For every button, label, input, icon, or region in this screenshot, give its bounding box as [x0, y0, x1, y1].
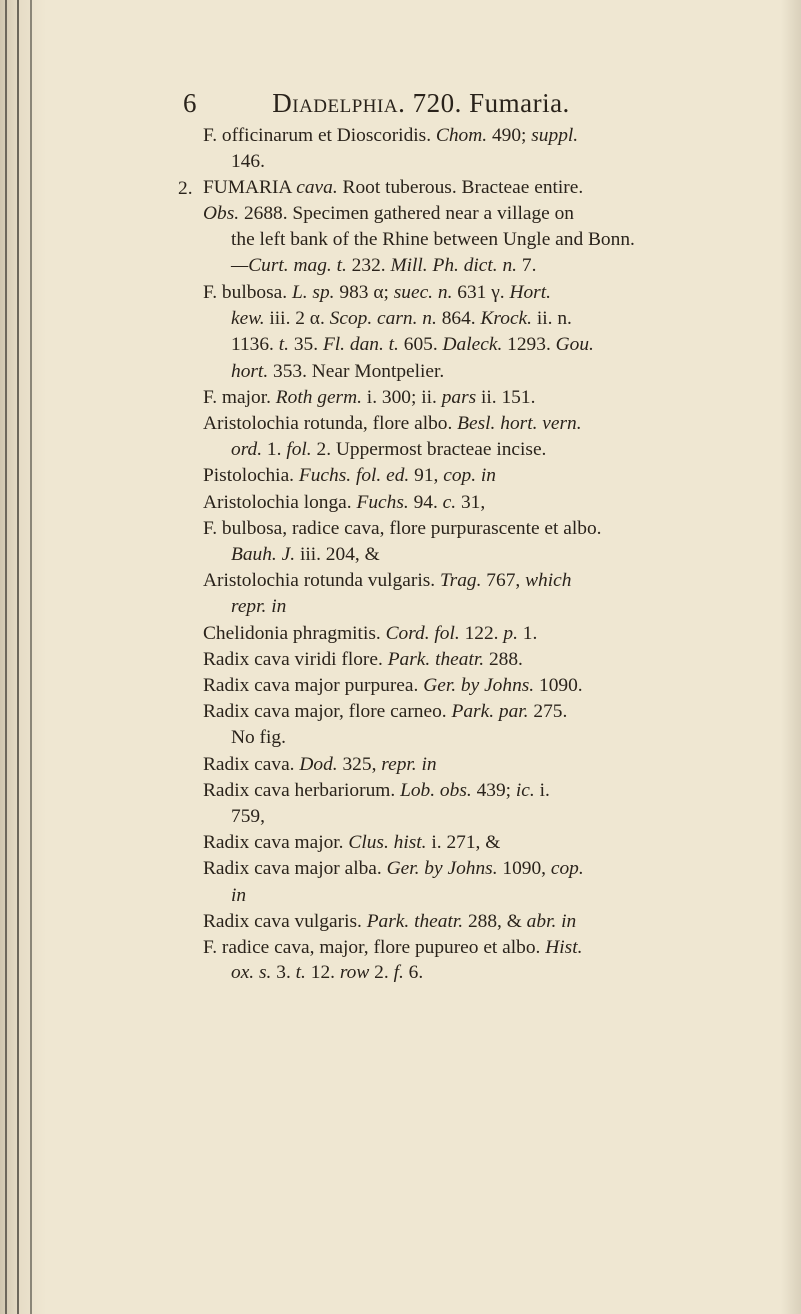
text-run: 288, &: [463, 911, 527, 932]
italic-citation: hort.: [231, 361, 269, 382]
italic-citation: Lob. obs.: [400, 780, 472, 801]
text-run: Radix cava major purpurea.: [203, 675, 424, 696]
italic-citation: suec. n.: [393, 282, 453, 303]
italic-citation: t.: [295, 962, 306, 983]
text-run: i.: [534, 780, 550, 801]
text-line: [203, 702, 567, 721]
text-run: 864.: [436, 308, 481, 329]
text-run: 353. Near Montpelier.: [268, 361, 445, 382]
text-run: Radix cava herbariorum.: [203, 780, 401, 801]
italic-citation: Bauh. J.: [231, 544, 296, 565]
italic-citation: Park. par.: [451, 701, 529, 722]
text-run: 767,: [481, 570, 526, 591]
text-line: [203, 126, 578, 145]
entry-number: 2.: [178, 178, 193, 199]
text-run: Radix cava major alba.: [203, 858, 387, 879]
page-number: 6: [183, 88, 197, 118]
italic-citation: Roth germ.: [275, 387, 362, 408]
text-line: [231, 963, 423, 982]
text-line: [203, 414, 582, 433]
italic-citation: cava.: [296, 177, 338, 198]
text-run: F. bulbosa.: [203, 282, 292, 303]
italic-citation: Hist.: [545, 937, 583, 958]
text-run: 232.: [346, 255, 391, 276]
italic-citation: Gou.: [555, 334, 594, 355]
italic-citation: kew.: [231, 308, 265, 329]
binding-line: [30, 0, 32, 1314]
italic-citation: f.: [393, 962, 404, 983]
text-line: [231, 309, 572, 328]
italic-citation: abr. in: [526, 911, 577, 932]
text-line: [231, 597, 286, 616]
italic-citation: Ger. by Johns.: [423, 675, 535, 696]
text-run: 325,: [337, 754, 382, 775]
italic-citation: Clus. hist.: [348, 832, 427, 853]
italic-citation: Dod.: [299, 754, 338, 775]
italic-citation: Fl. dan. t.: [322, 334, 399, 355]
italic-citation: in: [231, 885, 247, 906]
italic-citation: cop. in: [443, 465, 496, 486]
text-run: 1136.: [231, 334, 279, 355]
text-run: ii. 151.: [476, 387, 536, 408]
text-run: 31,: [456, 492, 486, 513]
text-run: 2. Uppermost bracteae incise.: [311, 439, 547, 460]
italic-citation: Fuchs. fol. ed.: [298, 465, 410, 486]
italic-citation: Hort.: [509, 282, 551, 303]
text-run: FUMARIA: [203, 177, 297, 198]
text-line: [203, 624, 537, 643]
text-run: F. bulbosa, radice cava, flore purpurascente et albo.: [203, 518, 602, 539]
italic-citation: c.: [442, 492, 457, 513]
italic-citation: cop.: [550, 858, 584, 879]
text-run: 439;: [471, 780, 516, 801]
italic-citation: Scop. carn. n.: [329, 308, 437, 329]
text-run: Radix cava vulgaris.: [203, 911, 367, 932]
text-run: 490;: [487, 125, 532, 146]
text-run: Chelidonia phragmitis.: [203, 623, 386, 644]
text-run: Radix cava viridi flore.: [203, 649, 388, 670]
text-run: Aristolochia longa.: [203, 492, 357, 513]
text-run: Radix cava major.: [203, 832, 349, 853]
running-header: [183, 88, 570, 119]
text-line: [203, 283, 551, 302]
text-line: [231, 440, 546, 459]
text-run: 7.: [517, 255, 537, 276]
text-run: F. radice cava, major, flore pupureo et albo.: [203, 937, 546, 958]
text-line: [203, 493, 485, 512]
text-run: Radix cava major, flore carneo.: [203, 701, 452, 722]
italic-citation: repr. in: [231, 596, 287, 617]
text-line: [203, 833, 500, 852]
italic-citation: Cord. fol.: [385, 623, 460, 644]
text-run: the left bank of the Rhine between Ungle and Bonn.: [231, 229, 635, 250]
italic-citation: Chom.: [435, 125, 488, 146]
text-line: [231, 362, 444, 381]
italic-citation: which: [525, 570, 572, 591]
text-run: 3.: [271, 962, 296, 983]
text-run: iii. 2 α.: [264, 308, 330, 329]
text-run: 1.: [262, 439, 287, 460]
italic-citation: Mill. Ph. dict. n.: [390, 255, 518, 276]
text-run: 1090,: [497, 858, 551, 879]
text-line: [203, 466, 496, 485]
binding-line: [5, 0, 7, 1314]
italic-citation: Park. theatr.: [387, 649, 485, 670]
italic-citation: Ger. by Johns.: [386, 858, 498, 879]
italic-citation: p.: [503, 623, 518, 644]
text-run: 759,: [231, 806, 265, 827]
italic-citation: Besl. hort. vern.: [457, 413, 582, 434]
text-run: ii. n.: [532, 308, 572, 329]
text-run: No fig.: [231, 727, 286, 748]
text-line: [231, 230, 635, 249]
text-line: [231, 152, 265, 171]
italic-citation: suppl.: [531, 125, 579, 146]
text-run: 35.: [289, 334, 323, 355]
text-line: [231, 545, 380, 564]
italic-citation: Trag.: [439, 570, 482, 591]
text-line: [203, 781, 550, 800]
text-run: 12.: [305, 962, 340, 983]
italic-citation: row: [339, 962, 370, 983]
text-line: [203, 519, 601, 538]
text-run: i. 271, &: [426, 832, 501, 853]
text-run: 983 α;: [334, 282, 394, 303]
italic-citation: t.: [278, 334, 290, 355]
text-line: [203, 912, 576, 931]
text-run: Aristolochia rotunda, flore albo.: [203, 413, 458, 434]
text-run: Aristolochia rotunda vulgaris.: [203, 570, 440, 591]
text-line: [203, 859, 584, 878]
page-edge: [781, 0, 801, 1314]
binding-line: [17, 0, 19, 1314]
text-run: 6.: [403, 962, 424, 983]
text-run: 1293.: [502, 334, 556, 355]
italic-citation: Daleck.: [442, 334, 503, 355]
text-run: Pistolochia.: [203, 465, 299, 486]
text-run: Root tuberous. Bracteae entire.: [337, 177, 584, 198]
italic-citation: fol.: [286, 439, 312, 460]
class-name: Diadelphia.: [272, 88, 406, 118]
text-line: [231, 335, 594, 354]
text-run: 2.: [369, 962, 394, 983]
text-line: [203, 204, 574, 223]
text-run: i. 300; ii.: [361, 387, 442, 408]
text-run: F. officinarum et Dioscoridis.: [203, 125, 436, 146]
text-line: [203, 755, 437, 774]
text-run: 2688. Specimen gathered near a village on: [239, 203, 574, 224]
italic-citation: Fuchs.: [356, 492, 409, 513]
text-run: F. major.: [203, 387, 276, 408]
genus-title: 720. Fumaria.: [412, 88, 570, 118]
text-line: [203, 938, 582, 957]
text-line: [231, 807, 265, 826]
text-run: iii. 204, &: [295, 544, 380, 565]
text-run: 91,: [409, 465, 444, 486]
italic-citation: pars: [441, 387, 477, 408]
italic-citation: —Curt. mag. t.: [231, 255, 347, 276]
italic-citation: Krock.: [480, 308, 532, 329]
text-line: [231, 886, 246, 905]
text-run: 605.: [398, 334, 443, 355]
text-line: [203, 571, 571, 590]
text-run: 1.: [517, 623, 538, 644]
text-run: 1090.: [534, 675, 583, 696]
text-run: 275.: [528, 701, 568, 722]
text-line: [231, 256, 536, 275]
text-run: 288.: [484, 649, 523, 670]
italic-citation: repr. in: [381, 754, 437, 775]
italic-citation: Park. theatr.: [366, 911, 464, 932]
text-run: 146.: [231, 151, 265, 172]
italic-citation: ox. s.: [231, 962, 272, 983]
text-run: 94.: [408, 492, 443, 513]
italic-citation: L. sp.: [291, 282, 335, 303]
italic-citation: ord.: [231, 439, 263, 460]
italic-citation: Obs.: [203, 203, 240, 224]
text-line: [203, 178, 583, 197]
italic-citation: ic.: [515, 780, 535, 801]
text-run: 122.: [459, 623, 504, 644]
text-line: [203, 676, 583, 695]
text-line: [231, 728, 286, 747]
text-line: [203, 650, 523, 669]
text-run: 631 γ.: [452, 282, 510, 303]
text-line: [203, 388, 535, 407]
text-run: Radix cava.: [203, 754, 300, 775]
